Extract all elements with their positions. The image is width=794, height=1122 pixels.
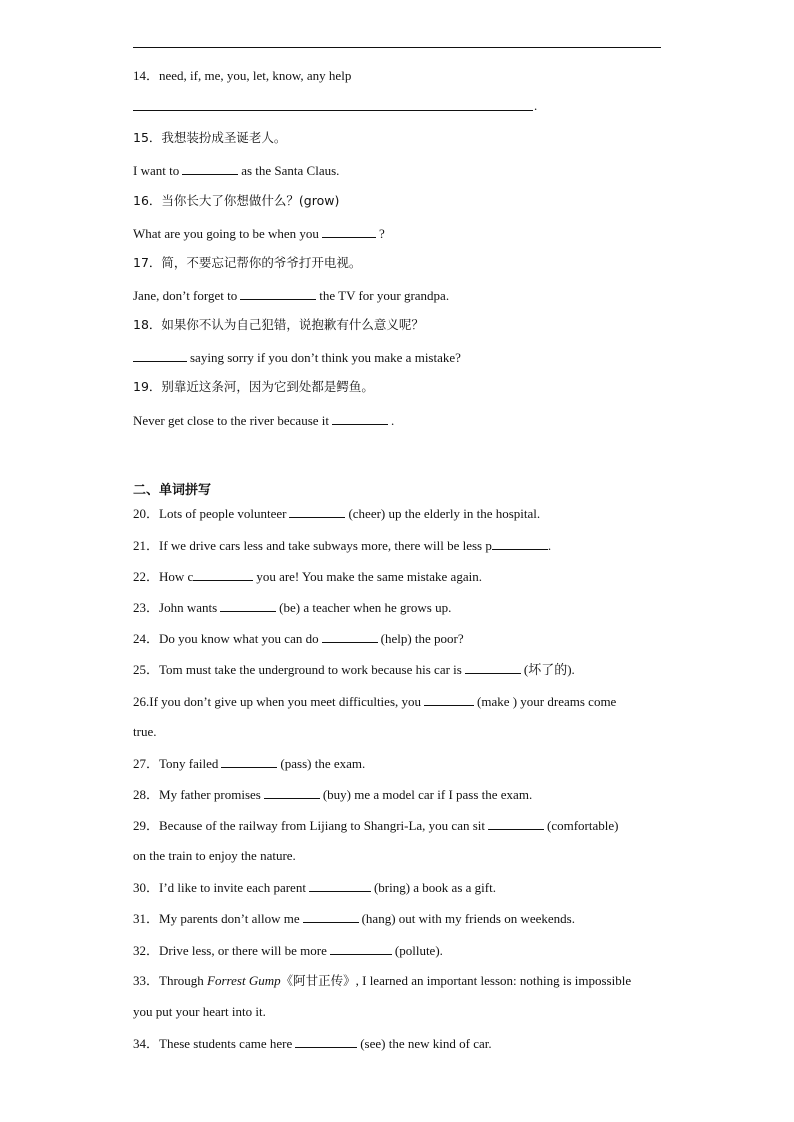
answer-blank[interactable] [330, 942, 392, 955]
answer-blank[interactable] [193, 568, 253, 581]
answer-blank[interactable] [332, 412, 388, 425]
sentence-part: (be) a teacher when he grows up. [279, 600, 452, 615]
question-number: 18． [133, 317, 162, 332]
question-number: 33． [133, 973, 160, 988]
question-33 [133, 973, 631, 989]
question-29 [133, 817, 618, 834]
answer-blank[interactable] [295, 1035, 357, 1048]
sentence-part: the TV for your grandpa. [319, 288, 450, 303]
question-number: 15． [133, 130, 162, 145]
answer-blank[interactable] [424, 693, 474, 706]
question-14 [133, 68, 351, 84]
answer-blank[interactable] [492, 537, 548, 550]
sentence-part: My parents don’t allow me [159, 911, 300, 926]
question-number: 27． [133, 756, 160, 771]
question-number: 20． [133, 506, 160, 521]
question-number: 26. [133, 694, 150, 709]
sentence-part: How c [159, 569, 194, 584]
chinese-prompt: 如果你不认为自己犯错，说抱歉有什么意义呢？ [161, 317, 424, 332]
question-21 [133, 537, 551, 554]
question-29-continued: on the train to enjoy the nature. [133, 848, 296, 863]
question-18-english [133, 349, 461, 366]
answer-blank[interactable] [289, 505, 345, 518]
question-19-english [133, 412, 394, 429]
sentence-part: My father promises [159, 787, 261, 802]
sentence-part: I’d like to invite each parent [159, 880, 306, 895]
answer-blank[interactable] [322, 225, 376, 238]
sentence-part: (bring) a book as a gift. [373, 880, 496, 895]
sentence-part: (make ) your dreams come [477, 694, 617, 709]
sentence-part: . [391, 413, 395, 428]
question-25 [133, 661, 575, 678]
chinese-prompt: 简，不要忘记帮你的爷爷打开电视。 [161, 255, 362, 270]
sentence-part: (cheer) up the elderly in the hospital. [348, 506, 541, 521]
sentence-part: (坏了的). [523, 662, 575, 677]
sentence-part: Do you know what you can do [159, 631, 319, 646]
question-number: 17． [133, 255, 162, 270]
question-number: 16． [133, 193, 162, 208]
question-27 [133, 755, 365, 772]
question-number: 34． [133, 1036, 160, 1051]
sentence-part: (hang) out with my friends on weekends. [361, 911, 575, 926]
answer-blank[interactable] [220, 599, 276, 612]
question-20 [133, 505, 540, 522]
question-17-chinese [133, 255, 361, 271]
answer-blank[interactable] [322, 630, 378, 643]
chinese-prompt: 我想装扮成圣诞老人。 [161, 130, 287, 145]
sentence-part: (help) the poor? [380, 631, 464, 646]
sentence-part: Drive less, or there will be more [159, 943, 327, 958]
question-number: 28． [133, 787, 160, 802]
sentence-part: I want to [133, 163, 180, 178]
question-number: 30． [133, 880, 160, 895]
question-number: 22． [133, 569, 160, 584]
sentence-part: What are you going to be when you [133, 226, 319, 241]
answer-blank[interactable] [264, 786, 320, 799]
question-number: 23． [133, 600, 160, 615]
answer-period: . [534, 98, 538, 113]
sentence-part: Jane, don’t forget to [133, 288, 238, 303]
question-26 [133, 693, 616, 710]
sentence-part: Never get close to the river because it [133, 413, 329, 428]
question-16-english [133, 225, 385, 242]
question-18-chinese [133, 317, 424, 333]
chinese-prompt: 别靠近这条河，因为它到处都是鳄鱼。 [161, 379, 374, 394]
sentence-part: (pass) the exam. [280, 756, 366, 771]
question-number: 25． [133, 662, 160, 677]
answer-blank[interactable] [303, 910, 359, 923]
answer-blank[interactable] [182, 162, 238, 175]
question-26-continued: true. [133, 724, 157, 739]
sentence-part: (pollute). [394, 943, 443, 958]
question-text: need, if, me, you, let, know, any help [159, 68, 352, 83]
question-17-english [133, 287, 449, 304]
sentence-part: as the Santa Claus. [241, 163, 340, 178]
question-number: 31． [133, 911, 160, 926]
sentence-part: . [547, 538, 552, 553]
chinese-title: 《阿甘正传》 [280, 973, 356, 988]
answer-blank[interactable] [465, 661, 521, 674]
question-16-chinese [133, 193, 339, 209]
sentence-part: If you don’t give up when you meet difficulties, you [149, 694, 421, 709]
question-15-chinese [133, 130, 286, 146]
question-number: 19． [133, 379, 162, 394]
chinese-prompt: 当你长大了你想做什么？(grow) [161, 193, 340, 208]
sentence-part: Through [159, 973, 208, 988]
sentence-part: ? [378, 226, 385, 241]
answer-blank[interactable] [309, 879, 371, 892]
sentence-part: Because of the railway from Lijiang to Shangri-La, you can sit [159, 818, 485, 833]
answer-line-14[interactable] [133, 110, 533, 111]
question-23 [133, 599, 451, 616]
sentence-part: (see) the new kind of car. [360, 1036, 492, 1051]
question-number: 32． [133, 943, 160, 958]
sentence-part: saying sorry if you don’t think you make a mistake? [190, 350, 461, 365]
question-number: 21． [133, 538, 160, 553]
sentence-part: Lots of people volunteer [159, 506, 287, 521]
question-28 [133, 786, 532, 803]
sentence-part: (buy) me a model car if I pass the exam. [322, 787, 533, 802]
sentence-part: John wants [159, 600, 218, 615]
sentence-part: you are! You make the same mistake again. [256, 569, 482, 584]
question-22 [133, 568, 482, 585]
question-32 [133, 942, 443, 959]
answer-blank[interactable] [240, 287, 316, 300]
sentence-part: These students came here [159, 1036, 293, 1051]
question-24 [133, 630, 464, 647]
sentence-part: Tom must take the underground to work because his car is [159, 662, 462, 677]
sentence-part: If we drive cars less and take subways more, there will be less p [159, 538, 492, 553]
section-title: 二、单词拼写 [133, 483, 212, 498]
question-34 [133, 1035, 492, 1052]
question-number: 14． [133, 68, 160, 83]
answer-blank[interactable] [133, 349, 187, 362]
answer-blank[interactable] [221, 755, 277, 768]
question-15-english [133, 162, 339, 179]
question-31 [133, 910, 575, 927]
answer-blank[interactable] [488, 817, 544, 830]
question-19-chinese [133, 379, 374, 395]
sentence-part: , I learned an important lesson: nothing is impossible [355, 973, 632, 988]
question-number: 29． [133, 818, 160, 833]
sentence-part: Tony failed [159, 756, 219, 771]
question-number: 24． [133, 631, 160, 646]
book-title: Forrest Gump [207, 973, 281, 988]
question-30 [133, 879, 496, 896]
question-33-continued: you put your heart into it. [133, 1004, 266, 1019]
top-rule [133, 47, 661, 48]
sentence-part: (comfortable) [547, 818, 619, 833]
